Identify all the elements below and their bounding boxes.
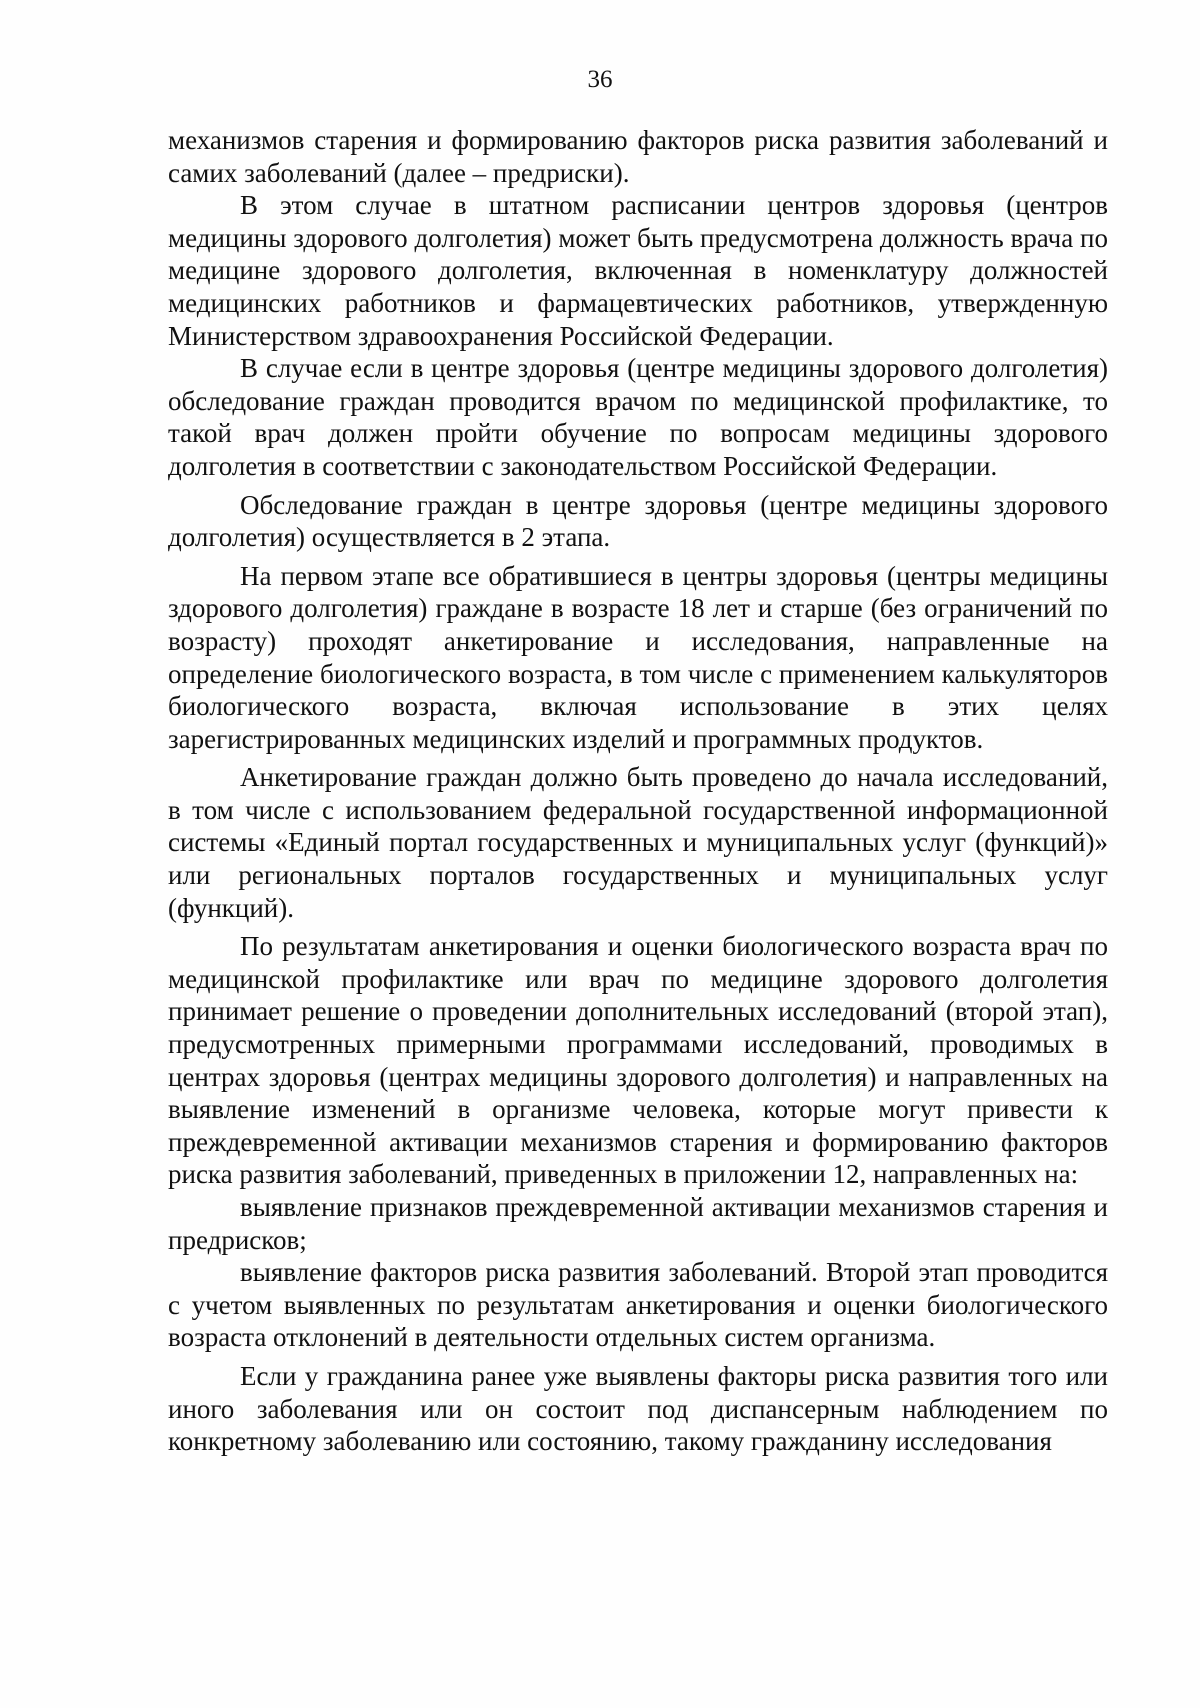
- paragraph-two-stages: Обследование граждан в центре здоровья (центре медицины здорового долголетия) осуществляется в 2 этапа.: [168, 489, 1108, 553]
- list-item-risk-factors: выявление факторов риска развития заболеваний. Второй этап проводится с учетом выявленных по результатам анкетирования и оценки биологического возраста отклонений в деятельности отдельных систем организма.: [168, 1257, 1108, 1353]
- paragraph-first-stage: На первом этапе все обратившиеся в центры здоровья (центры медицины здорового долголетия) граждане в возрасте 18 лет и старше (без ограничений по возрасту) проходят анкетирование и исследования, направленные на определение биологического возраста, в том числе с применением калькуляторов биологического возраста, включая использование в этих целях зарегистрированных медицинских изделий и программных продуктов.: [168, 560, 1108, 754]
- paragraph-training: В случае если в центре здоровья (центре медицины здорового долголетия) обследование граждан проводится врачом по медицинской профилактике, то такой врач должен пройти обучение по вопросам медицины здорового долголетия в соответствии с законодательством Российской Федерации.: [168, 353, 1108, 481]
- paragraph-second-stage: По результатам анкетирования и оценки биологического возраста врач по медицинской профилактике или врач по медицине здорового долголетия принимает решение о проведении дополнительных исследований (второй этап), предусмотренных примерными программами исследований, проводимых в центрах здоровья (центрах медицины здорового долголетия) и направленных на выявление изменений в организме человека, которые могут привести к преждевременной активации механизмов старения и формированию факторов риска развития заболеваний, приведенных в приложении 12, направленных на:: [168, 931, 1108, 1190]
- page-number: 36: [587, 66, 613, 93]
- list-item-aging-signs: выявление признаков преждевременной активации механизмов старения и предрисков;: [168, 1192, 1108, 1255]
- paragraph-staffing: В этом случае в штатном расписании центров здоровья (центров медицины здорового долголетия) может быть предусмотрена должность врача по медицине здорового долголетия, включенная в номенклатуру должностей медицинских работников и фармацевтических работников, утвержденную Министерством здравоохранения Российской Федерации.: [168, 190, 1108, 351]
- paragraph-dispensary: Если у гражданина ранее уже выявлены факторы риска развития того или иного заболевания или он состоит под диспансерным наблюдением по конкретному заболеванию или состоянию, такому гражданину исследования: [168, 1360, 1108, 1457]
- paragraph-continuation: механизмов старения и формированию факторов риска развития заболеваний и самих заболеваний (далее – предриски).: [168, 125, 1108, 188]
- paragraph-questionnaire: Анкетирование граждан должно быть проведено до начала исследований, в том числе с использованием федеральной государственной информационной системы «Единый портал государственных и муниципальных услуг (функций)» или региональных порталов государственных и муниципальных услуг (функций).: [168, 762, 1108, 923]
- document-text: [168, 124, 1108, 1458]
